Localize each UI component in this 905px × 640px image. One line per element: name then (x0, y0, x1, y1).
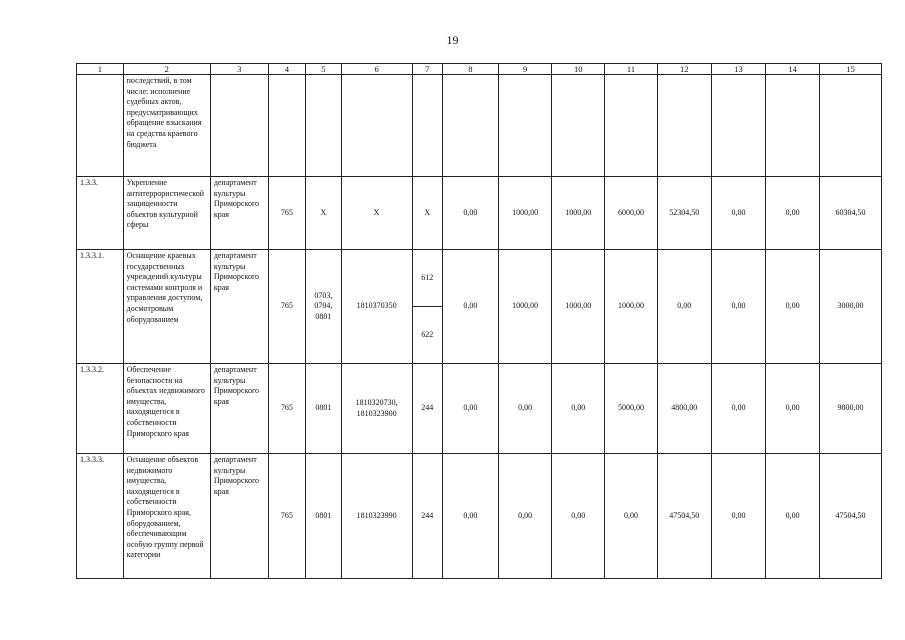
row-c12: 47504,50 (657, 454, 711, 579)
row-dept (210, 75, 268, 177)
row-c12: 4800,00 (657, 364, 711, 454)
row-c6 (341, 75, 412, 177)
row-c4: 765 (268, 454, 306, 579)
row-name: Оснащение объектов недвижимого имущества, находящегося в собственности Приморского края, оборудованием, обеспечивающим особую группу первой категории (123, 454, 210, 579)
page-number: 19 (446, 33, 459, 47)
header-cell: 3 (210, 64, 268, 75)
row-c10 (552, 75, 605, 177)
table-row (77, 250, 882, 364)
row-name: последствий, в том числе: исполнение судебных актов, предусматривающих обращение взыскания на средства краевого бюджета (123, 75, 210, 177)
row-c7 (412, 250, 442, 364)
row-c14: 0,00 (766, 454, 820, 579)
row-c5: 0703, 0704, 0801 (306, 250, 341, 364)
row-c4: 765 (268, 250, 306, 364)
row-c12: 0,00 (657, 250, 711, 364)
row-c10: 0,00 (552, 454, 605, 579)
row-code (77, 75, 124, 177)
header-cell: 11 (605, 64, 658, 75)
row-c8: 0,00 (442, 250, 498, 364)
row-c6: Х (341, 177, 412, 250)
header-cell: 1 (77, 64, 124, 75)
header-cell: 13 (711, 64, 766, 75)
header-cell: 8 (442, 64, 498, 75)
row-c8: 0,00 (442, 454, 498, 579)
row-c13: 0,00 (711, 177, 766, 250)
header-row (77, 64, 882, 75)
row-c13 (711, 75, 766, 177)
row-c11: 5000,00 (605, 364, 658, 454)
row-c8: 0,00 (442, 177, 498, 250)
row-dept: департамент культуры Приморского края (210, 177, 268, 250)
row-code: 1.3.3.1. (77, 250, 124, 364)
row-c15 (820, 75, 882, 177)
row-c8 (442, 75, 498, 177)
row-c13: 0,00 (711, 454, 766, 579)
row-c10: 1000,00 (552, 177, 605, 250)
row-name: Оснащение краевых государственных учреждений культуры системами контроля и управления доступом, досмотровым оборудованием (123, 250, 210, 364)
row-c9: 1000,00 (498, 250, 552, 364)
header-cell: 15 (820, 64, 882, 75)
row-c11: 1000,00 (605, 250, 658, 364)
row-c14: 0,00 (766, 364, 820, 454)
row-code: 1.3.3.2. (77, 364, 124, 454)
row-c14: 0,00 (766, 250, 820, 364)
row-c8: 0,00 (442, 364, 498, 454)
row-c5: 0801 (306, 364, 341, 454)
header-cell: 4 (268, 64, 306, 75)
row-c10: 1000,00 (552, 250, 605, 364)
row-c6: 1810323990 (341, 454, 412, 579)
row-c4 (268, 75, 306, 177)
row-c5: Х (306, 177, 341, 250)
row-c9: 0,00 (498, 454, 552, 579)
header-cell: 2 (123, 64, 210, 75)
row-code: 1.3.3. (77, 177, 124, 250)
row-c7-second: 622 (421, 329, 434, 339)
table-row (77, 454, 882, 579)
table-row (77, 75, 882, 177)
row-c12: 52304,50 (657, 177, 711, 250)
row-dept: департамент культуры Приморского края (210, 364, 268, 454)
row-c11: 0,00 (605, 454, 658, 579)
row-c13: 0,00 (711, 250, 766, 364)
table-row (77, 364, 882, 454)
row-c10: 0,00 (552, 364, 605, 454)
header-cell: 9 (498, 64, 552, 75)
row-c11: 6000,00 (605, 177, 658, 250)
row-c5 (306, 75, 341, 177)
row-c4: 765 (268, 364, 306, 454)
budget-table (76, 63, 882, 579)
row-c4: 765 (268, 177, 306, 250)
row-c6: 1810370350 (341, 250, 412, 364)
row-c15: 9800,00 (820, 364, 882, 454)
row-c7-first: 612 (413, 250, 442, 307)
row-c11 (605, 75, 658, 177)
row-name: Обеспечение безопасности на объектах недвижимого имущества, находящегося в собственности Приморского края (123, 364, 210, 454)
header-cell: 10 (552, 64, 605, 75)
row-c15: 3000,00 (820, 250, 882, 364)
table-row (77, 177, 882, 250)
row-code: 1.3.3.3. (77, 454, 124, 579)
row-c13: 0,00 (711, 364, 766, 454)
row-c9: 1000,00 (498, 177, 552, 250)
row-c6: 1810320730, 1810323900 (341, 364, 412, 454)
row-c7 (412, 75, 442, 177)
row-dept: департамент культуры Приморского края (210, 250, 268, 364)
header-cell: 6 (341, 64, 412, 75)
row-c9 (498, 75, 552, 177)
row-name: Укрепление антитеррористической защищенности объектов культурной сферы (123, 177, 210, 250)
row-c9: 0,00 (498, 364, 552, 454)
row-c7: 244 (412, 364, 442, 454)
row-c7: 244 (412, 454, 442, 579)
row-dept: департамент культуры Приморского края (210, 454, 268, 579)
header-cell: 12 (657, 64, 711, 75)
header-cell: 5 (306, 64, 341, 75)
row-c7: Х (412, 177, 442, 250)
row-c15: 60304,50 (820, 177, 882, 250)
row-c5: 0801 (306, 454, 341, 579)
row-c12 (657, 75, 711, 177)
header-cell: 7 (412, 64, 442, 75)
row-c14: 0,00 (766, 177, 820, 250)
header-cell: 14 (766, 64, 820, 75)
row-c15: 47504,50 (820, 454, 882, 579)
row-c14 (766, 75, 820, 177)
